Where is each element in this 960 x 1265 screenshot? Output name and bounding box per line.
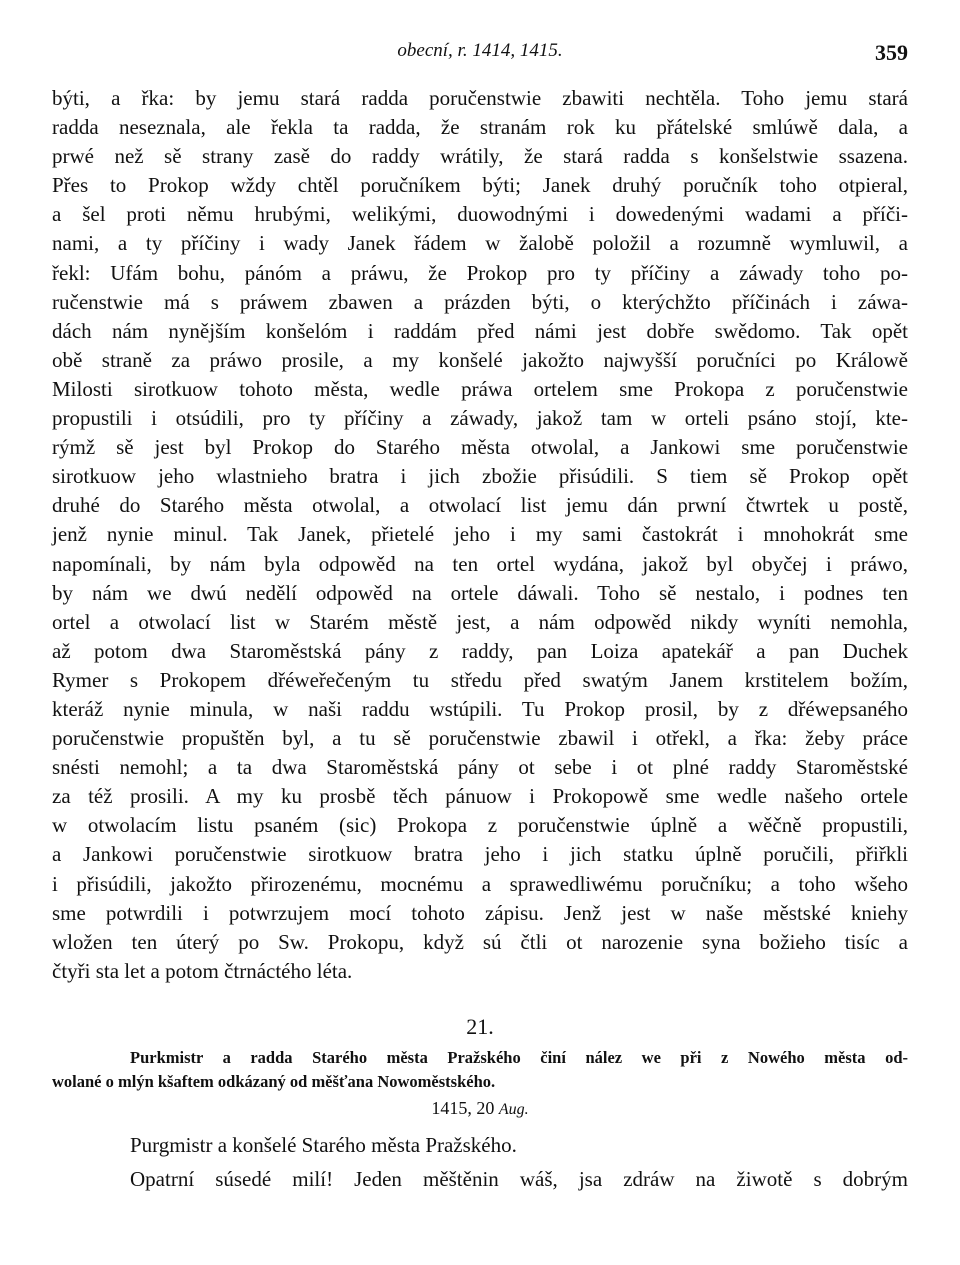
text-line: by nám we dwú nedělí odpowěd na ortele dáwali. Toho sě nestalo, i podnes ten	[52, 580, 908, 605]
text-line: poručenstwie propuštěn byl, a tu sě poručenstwie zbawil i otřekl, a řka: žeby práce	[52, 726, 908, 751]
text-line: a šel proti němu hrubými, welikými, duowodnými i dowedenými wadami a příči-	[52, 202, 908, 227]
text-line: nami, a ty příčiny i wady Janek řádem w žalobě položil a rozumně wymluwil, a	[52, 231, 908, 256]
date-month: Aug.	[498, 1101, 529, 1118]
text-line: snésti nemohl; a ta dwa Staroměstská pány ot sebe i ot plné raddy Staroměstské	[52, 755, 908, 780]
text-line: sirotkuow jeho wlastnieho bratra i jich zbožie přisúdili. S tiem sě Prokop opět	[52, 464, 908, 489]
letter-opening	[130, 1128, 908, 1196]
text-line: radda neseznala, ale řekla ta radda, že stranám rok ku přátelské smlúwě dala, a	[52, 115, 908, 140]
text-line: napomínali, by nám byla odpowěd na ten ortel wydána, jakož byl obyčej i práwo,	[52, 551, 908, 576]
text-line: Rymer s Prokopem dřéweřečeným tu středu před swatým Janem krstitelem božím,	[52, 667, 908, 692]
text-line: ortel a otwolací list w Starém městě jest, a nám odpowěd nikdy wyníti nemohla,	[52, 609, 908, 634]
date-text: 1415, 20	[431, 1098, 495, 1118]
text-line: sme potwrdili i potwrzujem mocí tohoto zápisu. Jenž jest w naše městské kniehy	[52, 900, 908, 925]
letter-line: Opatrní súsedé milí! Jeden měštěnin wáš, jsa zdráw na žiwotě s dobrým	[130, 1167, 908, 1191]
text-line: a Jankowi poručenstwie sirotkuow bratra jeho i jich statku úplně poručili, přiřkli	[52, 842, 908, 867]
text-line: dách nám nynějším konšelóm i raddám před námi jest dobře swědomo. Tak opět	[52, 318, 908, 343]
text-line: Milosti sirotkuow tohoto města, wedle práwa ortelem sme Prokopa z poručenstwie	[52, 376, 908, 401]
text-line: ručenstwie má s práwem zbawen a prázden býti, o kterýchžto příčinách i záwa-	[52, 289, 908, 314]
text-line: Přes to Prokop wždy chtěl poručníkem býti; Janek druhý poručník toho otpieral,	[52, 173, 908, 198]
text-line: w otwolacím listu psaném (sic) Prokopa z poručenstwie úplně a wěčně propustili,	[52, 813, 908, 838]
text-line: i přisúdili, jakožto přirozenému, mocnému a sprawedliwému poručníku; a toho wšeho	[52, 871, 908, 896]
text-line: za též prosili. A my ku prosbě těch pánuow i Prokopowě sme wedle našeho ortele	[52, 784, 908, 809]
text-line: rýmž sě jest byl Prokop do Starého města otwolal, a Jankowi sme poručenstwie	[52, 435, 908, 460]
section-summary	[52, 1046, 908, 1094]
text-line: čtyři sta let a potom čtrnáctého léta.	[52, 958, 353, 983]
summary-line: Purkmistr a radda Starého města Pražského činí nález we při z Nowého města od-	[130, 1048, 908, 1067]
text-line: kteráž nynie minula, w naši raddu wstúpili. Tu Prokop prosil, by z dřéwepsaného	[52, 696, 908, 721]
text-line: wložen ten úterý po Sw. Prokopu, když sú čtli ot narozenie syna božieho tisíc a	[52, 929, 908, 954]
text-line: býti, a řka: by jemu stará radda poručenstwie zbawiti nechtěla. Toho jemu stará	[52, 86, 908, 110]
section-number: 21.	[466, 1014, 494, 1039]
document-date	[0, 1098, 960, 1119]
page-number: 359	[875, 40, 908, 65]
text-line: jenž nynie minul. Tak Janek, přietelé jeho i my sami častokrát i mnohokrát sme	[52, 522, 908, 547]
text-line: obě straně za práwo prosile, a my konšelé jakožto najwyšší poručníci po Králowě	[52, 347, 908, 372]
text-line: až potom dwa Staroměstská pány z raddy, pan Loiza apatekář a pan Duchek	[52, 638, 908, 663]
text-line: řekl: Ufám bohu, pánóm a práwu, že Prokop pro ty příčiny a záwady toho po-	[52, 260, 908, 285]
text-line: druhé do Starého města otwolal, a otwolací list jemu dán prwní čtwrtek u postě,	[52, 493, 908, 518]
text-line: propustili i otsúdili, pro ty příčiny a záwady, jakož tam w orteli psáno stojí, kte-	[52, 406, 908, 431]
main-paragraph	[52, 84, 908, 986]
page-header	[52, 40, 908, 70]
summary-line: wolané o mlýn kšaftem odkázaný od měšťana Nowoměstského.	[52, 1072, 496, 1091]
text-line: prwé než sě strany zasě do raddy wrátily, že stará radda s konšelstwie ssazena.	[52, 144, 908, 169]
letter-salutation: Purgmistr a konšelé Starého města Pražského.	[130, 1133, 517, 1157]
running-title: obecní, r. 1414, 1415.	[397, 40, 563, 61]
